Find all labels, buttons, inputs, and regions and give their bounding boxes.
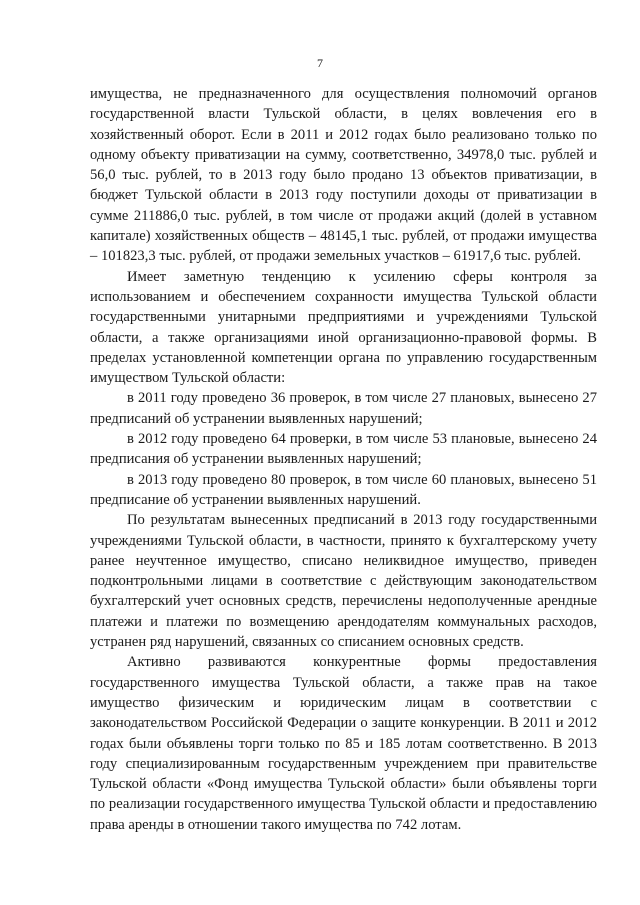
paragraph-prescription-results: По результатам вынесенных предписаний в 2013 году государственными учреждениями Тульской области, в частности, принято к бухгалтерскому учету ранее неучтенное имущество, списано неликвидное имущество, приведен подконтрольными лицами в соответствие с действующим законодательством бухгалтерский учет основных средств, перечислены недополученные арендные платежи и платежи по возмещению арендодателям коммунальных расходов, устранен ряд нарушений, связанных со списанием основных средств. [90,512,597,651]
paragraph-control-trend: Имеет заметную тенденцию к усилению сферы контроля за использованием и обеспечением сохранности имущества Тульской области государственными унитарными предприятиями и учреждениями Тульской области, а также организациями иной организационно-правовой формы. В пределах установленной компетенции органа по управлению государственным имуществом Тульской области: [90,268,597,387]
paragraph-inspections-2013: в 2013 году проведено 80 проверок, в том числе 60 плановых, вынесено 51 предписание об устранении выявленных нарушений. [90,471,597,508]
page-number: 7 [317,56,323,70]
document-body [90,84,597,835]
paragraph-inspections-2012: в 2012 году проведено 64 проверки, в том числе 53 плановые, вынесено 24 предписания об устранении выявленных нарушений; [90,431,597,468]
paragraph-inspections-2011: в 2011 году проведено 36 проверок, в том числе 27 плановых, вынесено 27 предписаний об устранении выявленных нарушений; [90,390,597,427]
paragraph-privatization-results: имущества, не предназначенного для осуществления полномочий органов государственной власти Тульской области, в целях вовлечения его в хозяйственный оборот. Если в 2011 и 2012 годах было реализовано только по одному объекту приватизации на сумму, соответственно, 34978,0 тыс. рублей и 56,0 тыс. рублей, то в 2013 году было продано 13 объектов приватизации, в бюджет Тульской области в 2013 году поступили доходы от приватизации в сумме 211886,0 тыс. рублей, в том числе от продажи акций (долей в уставном капитале) хозяйственных обществ – 48145,1 тыс. рублей, от продажи имущества – 101823,3 тыс. рублей, от продажи земельных участков – 61917,6 тыс. рублей. [90,86,597,265]
paragraph-competitive-forms: Активно развиваются конкурентные формы предоставления государственного имущества Тульской области, а также прав на такое имущество физическим и юридическим лицам в соответствии с законодательством Российской Федерации о защите конкуренции. В 2011 и 2012 годах были объявлены торги только по 85 и 185 лотам соответственно. В 2013 году специализированным государственным учреждением при правительстве Тульской области «Фонд имущества Тульской области» были объявлены торги по реализации государственного имущества Тульской области и предоставлению права аренды в отношении такого имущества по 742 лотам. [90,654,597,833]
